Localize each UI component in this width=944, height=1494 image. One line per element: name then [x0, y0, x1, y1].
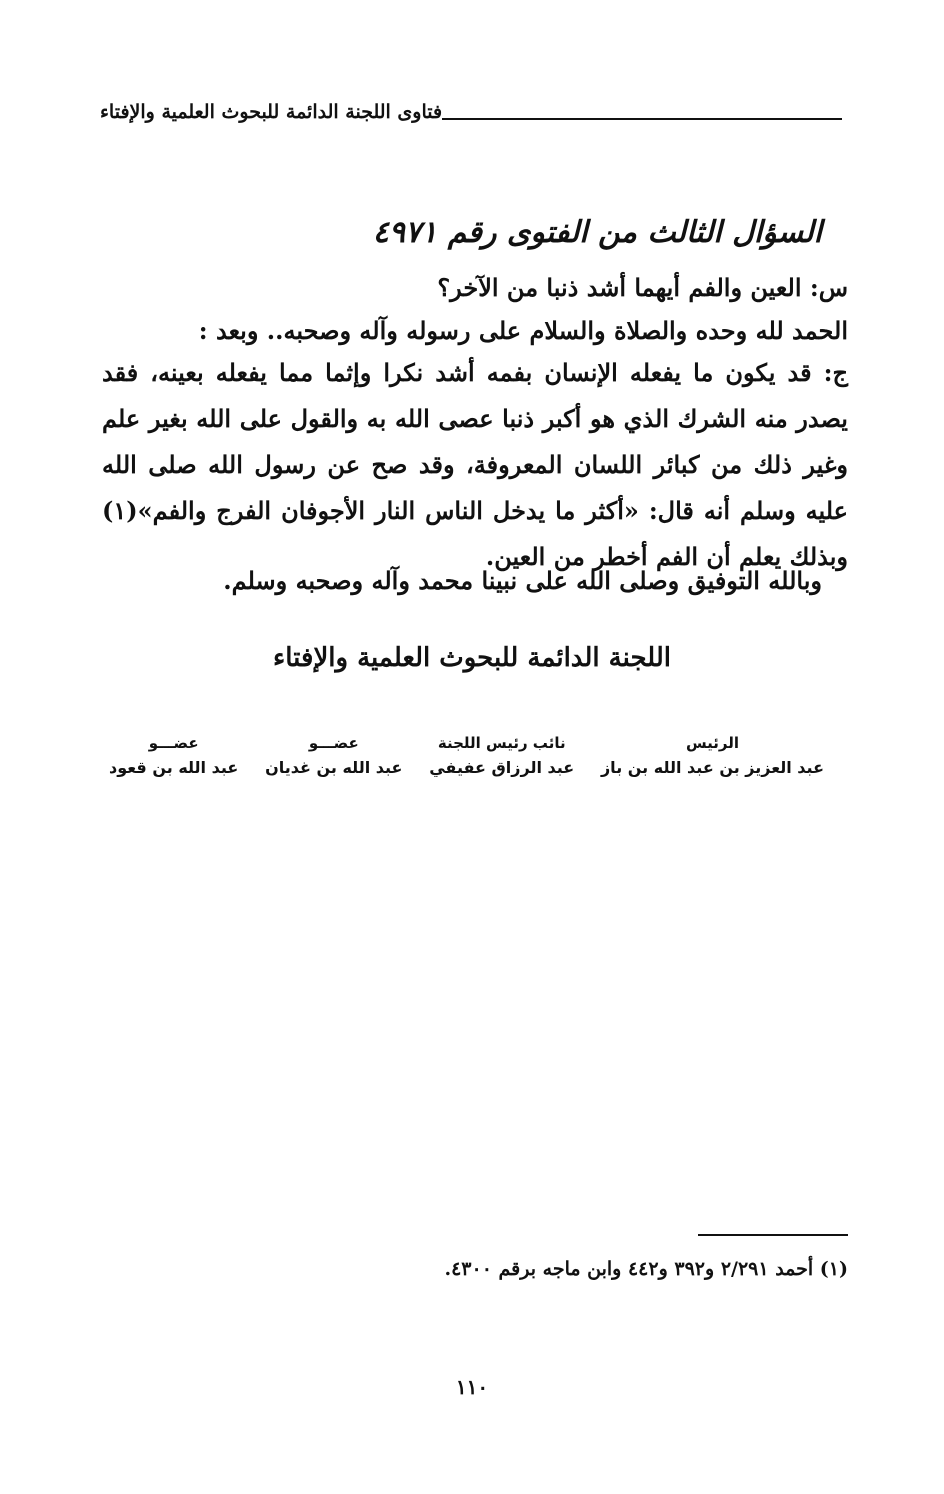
answer-paragraph: ج: قد يكون ما يفعله الإنسان بفمه أشد نكرا وإثما مما يفعله بعينه، فقد يصدر منه الشرك الذي هو أكبر ذنبا عصى الله به والقول على الله بغير علم وغير ذلك من كبائر اللسان المعروفة، وقد صح عن رسول الله صلى الله عليه وسلم أنه قال: «أكثر ما يدخل الناس النار الأجوفان الفرج والفم»(١) وبذلك يعلم أن الفم أخطر من العين.: [102, 358, 848, 571]
footnote-rule: [698, 1234, 848, 1236]
signatories-block: [109, 732, 824, 782]
signatory-name: عبد الله بن غديان: [265, 758, 403, 777]
running-header-title: فتاوى اللجنة الدائمة للبحوث العلمية والإفتاء: [100, 101, 443, 123]
signatory-role: عضـــو: [308, 734, 359, 752]
committee-title: اللجنة الدائمة للبحوث العلمية والإفتاء: [273, 643, 671, 673]
question-heading: السؤال الثالث من الفتوى رقم ٤٩٧١: [372, 215, 822, 250]
signatory-role: نائب رئيس اللجنة: [437, 734, 566, 752]
running-header: [100, 103, 846, 122]
question-text: س: العين والفم أيهما أشد ذنبا من الآخر؟: [437, 273, 848, 302]
closing-line: وبالله التوفيق وصلى الله على نبينا محمد وآله وصحبه وسلم.: [223, 566, 822, 595]
footnote: (١) أحمد ٢/٢٩١ و٣٩٢ و٤٤٢ وابن ماجه برقم ٤٣٠٠.: [444, 1258, 848, 1280]
header-rule: [442, 118, 842, 120]
signatory-chair: [601, 732, 824, 782]
signatory-member-1: [109, 732, 238, 782]
hamd-line: الحمد لله وحده والصلاة والسلام على رسوله وآله وصحبه.. وبعد :: [198, 316, 848, 345]
page-number: ١١٠: [455, 1375, 489, 1399]
signatory-name: عبد العزيز بن عبد الله بن باز: [600, 758, 824, 777]
signatory-name: عبد الرزاق عفيفي: [429, 758, 575, 777]
signatory-name: عبد الله بن قعود: [109, 758, 239, 777]
signatory-role: عضـــو: [148, 734, 199, 752]
signatory-vice-chair: [429, 732, 574, 782]
signatory-member-2: [265, 732, 402, 782]
signatory-role: الرئيس: [685, 734, 740, 752]
